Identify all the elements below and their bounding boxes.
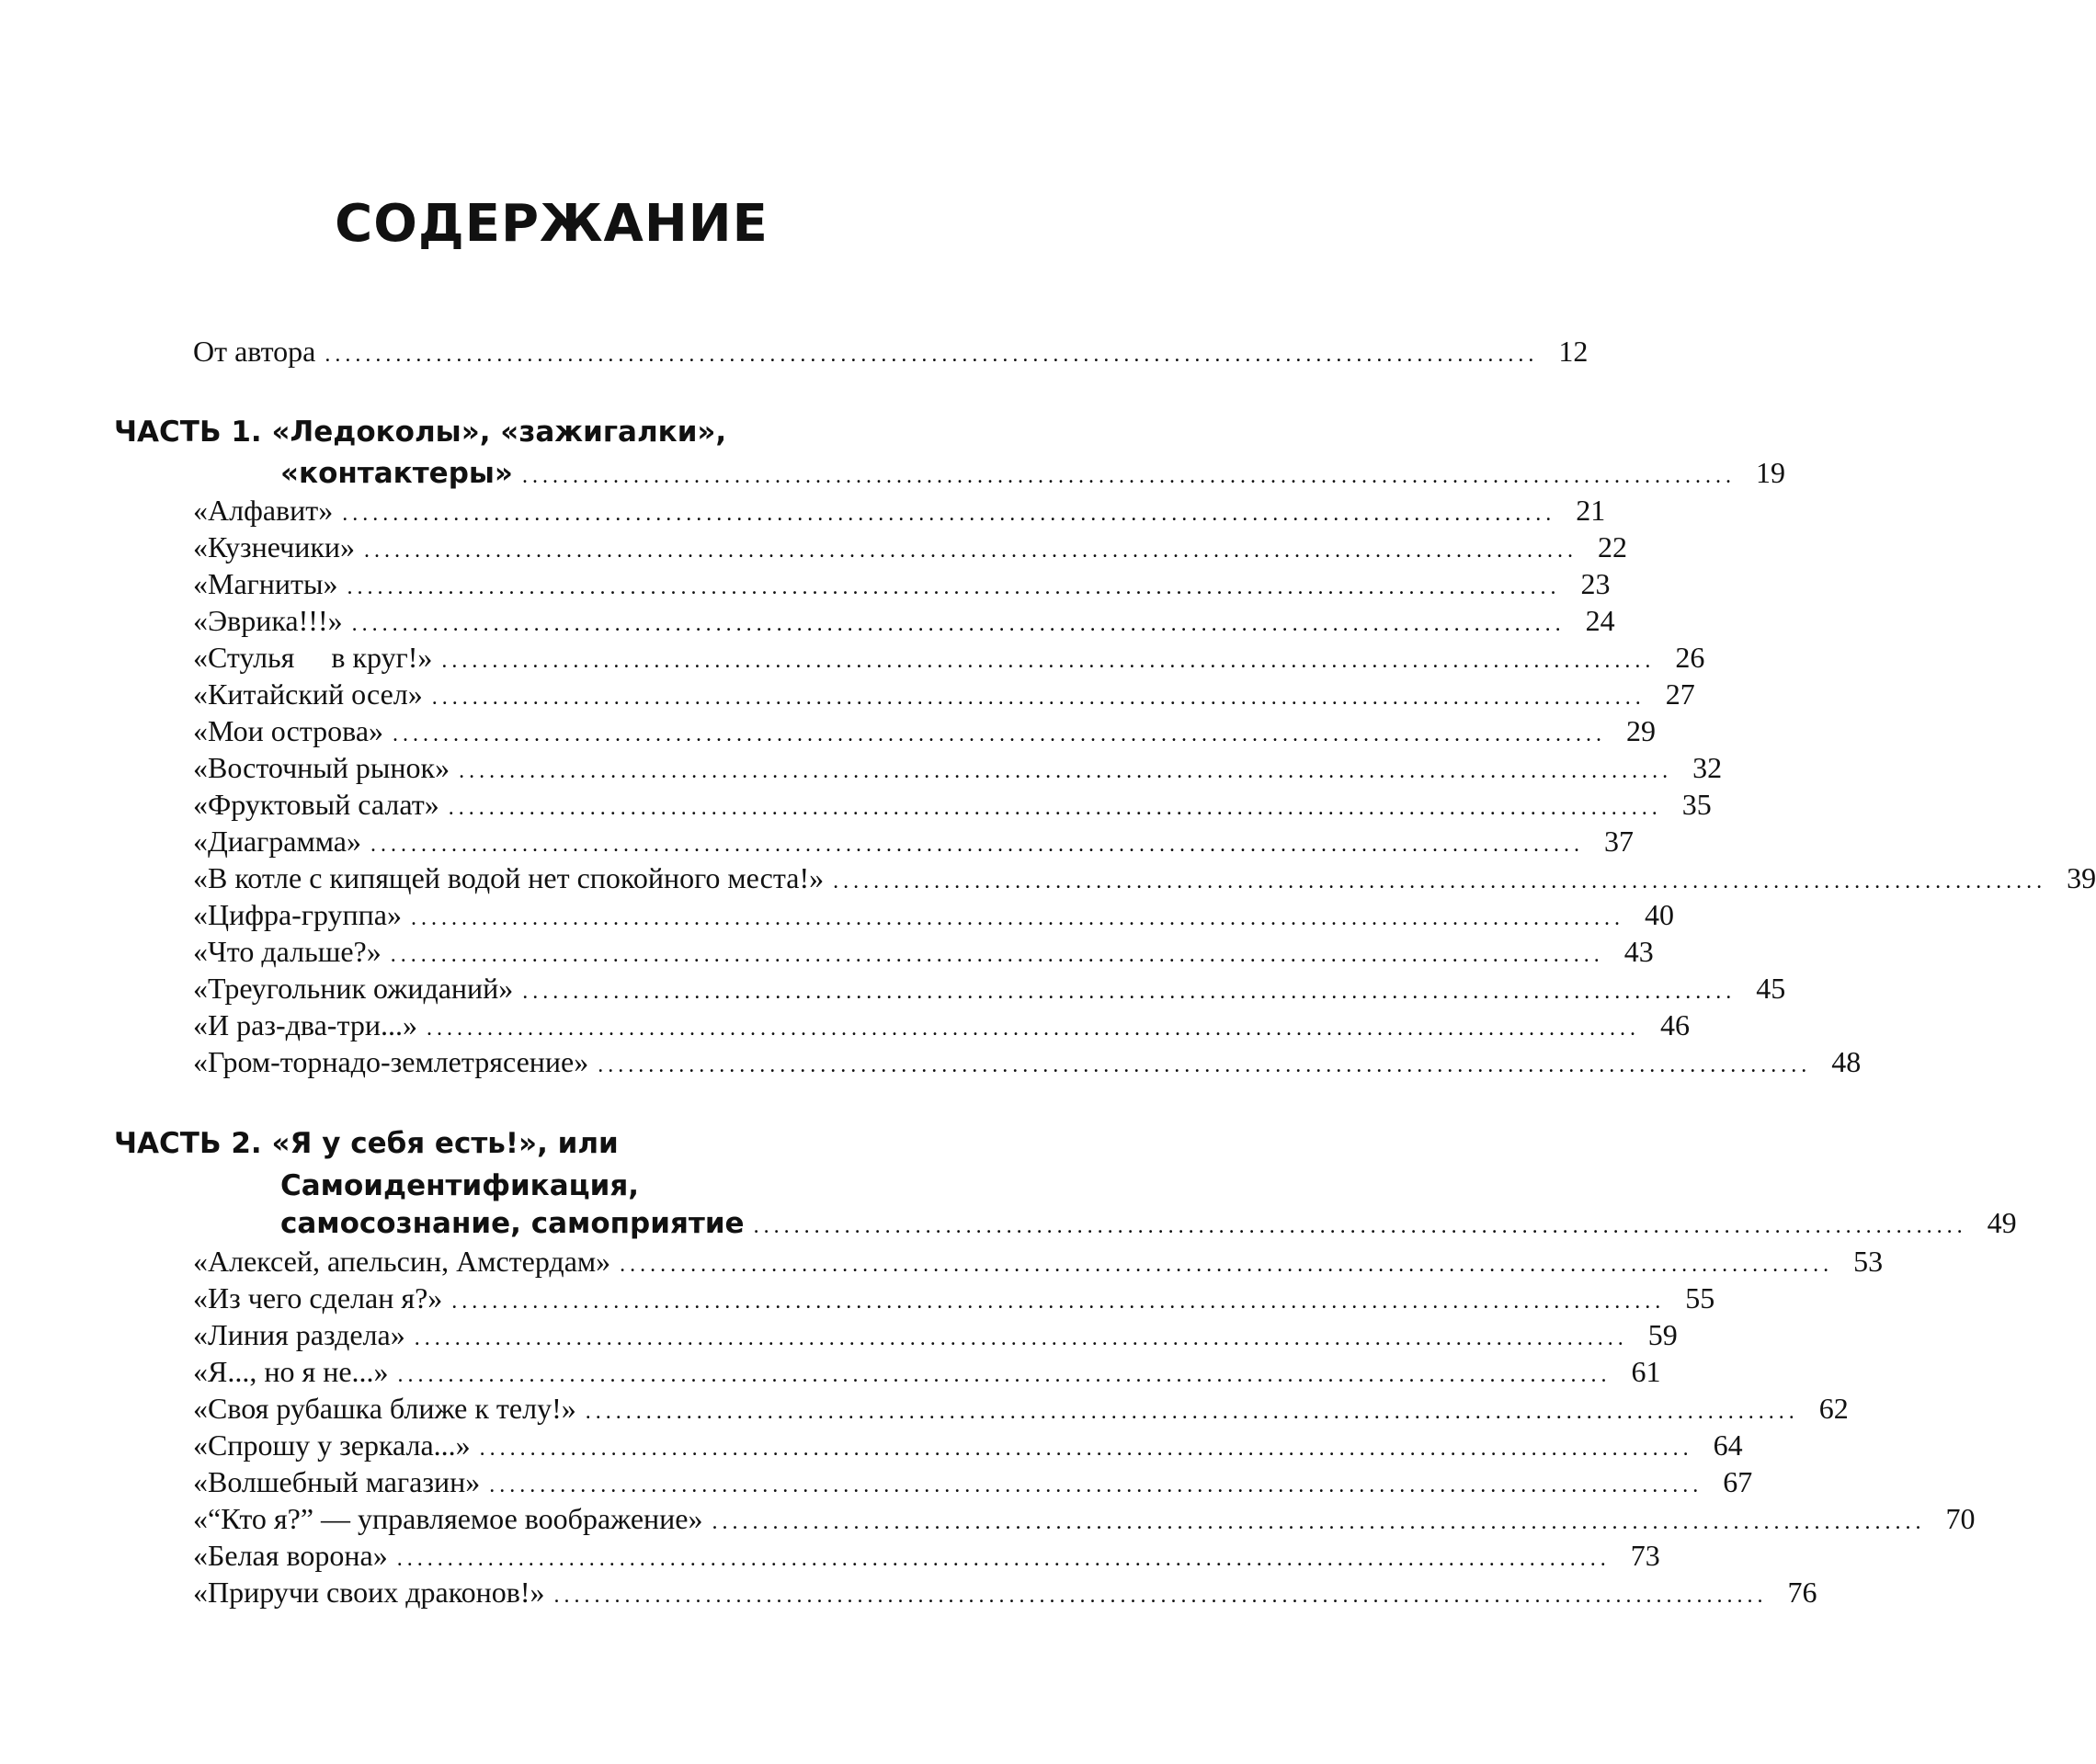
leader-dots: ........................................................................................................................	[441, 649, 1656, 673]
toc-entry	[193, 1243, 1884, 1280]
toc-entry	[193, 529, 1627, 565]
toc-entry-label: «Цифра-группа»	[193, 898, 402, 931]
toc-entry	[193, 749, 1723, 786]
toc-entry-page: 39	[2067, 861, 2096, 894]
leader-dots: ........................................................................................................................	[351, 612, 1566, 636]
leader-dots: ........................................................................................................................	[347, 575, 1561, 599]
leader-dots: ........................................................................................................................	[390, 943, 1604, 967]
leader-dots: ........................................................................................................................	[585, 1400, 1799, 1424]
toc-entry-page: 27	[1665, 677, 1695, 711]
toc-entry-page: 40	[1644, 898, 1674, 931]
leader-dots: ........................................................................................................................	[459, 759, 1673, 783]
toc-entry-label: «Гром-торнадо-землетрясение»	[193, 1045, 589, 1078]
toc-entry-label: «Эврика!!!»	[193, 604, 343, 637]
leader-dots: ........................................................................................................................	[325, 343, 1539, 367]
toc-entry-page: 22	[1598, 530, 1627, 563]
toc-entry-page: 12	[1558, 335, 1589, 368]
toc-entry	[193, 1353, 1661, 1390]
toc-entry-label: «Алексей, апельсин, Амстердам»	[193, 1245, 611, 1278]
part2-heading-line2: Самоидентификация,	[280, 1169, 640, 1202]
toc-entry-author-note	[193, 333, 1589, 370]
part2-heading: ЧАСТЬ 2. «Я у себя есть!», или	[114, 1127, 619, 1160]
toc-entry-page: 48	[1831, 1045, 1862, 1078]
leader-dots: ........................................................................................................................	[370, 833, 1584, 857]
toc-entry	[193, 1427, 1743, 1463]
toc-entry	[193, 1500, 1976, 1537]
toc-entry-page: 59	[1647, 1318, 1678, 1351]
part2-heading-label: самосознание, самоприятие	[280, 1207, 745, 1240]
toc-entry	[193, 1463, 1753, 1500]
toc-entry-page: 37	[1603, 825, 1634, 858]
toc-entry-label: «И раз-два-три...»	[193, 1008, 417, 1041]
toc-entry	[193, 786, 1712, 823]
toc-entry	[193, 1316, 1678, 1353]
toc-entry	[193, 1390, 1849, 1427]
toc-entry	[193, 602, 1615, 639]
leader-dots: ........................................................................................................................	[396, 1547, 1611, 1571]
toc-entry	[193, 1043, 1862, 1080]
toc-entry	[193, 565, 1611, 602]
toc-entry-page: 53	[1853, 1245, 1884, 1278]
toc-entry-page: 29	[1626, 714, 1657, 747]
toc-entry-page: 35	[1681, 788, 1712, 821]
toc-entry-label: «Стулья в круг!»	[193, 641, 433, 674]
part2-heading-last-line	[280, 1204, 2017, 1241]
leader-dots: ........................................................................................................................	[431, 686, 1646, 710]
toc-entry-page: 45	[1756, 972, 1786, 1005]
toc-entry-label: «Белая ворона»	[193, 1539, 388, 1572]
toc-entry-label: «“Кто я?” — управляемое воображение»	[193, 1502, 703, 1535]
leader-dots: ........................................................................................................................	[410, 906, 1624, 930]
toc-entry-label: «Магниты»	[193, 567, 338, 600]
leader-dots: ........................................................................................................................	[448, 796, 1662, 820]
leader-dots: ........................................................................................................................	[598, 1053, 1812, 1077]
toc-entry	[193, 676, 1695, 712]
toc-entry-page: 73	[1630, 1539, 1660, 1572]
toc-entry-page: 76	[1787, 1576, 1817, 1609]
toc-entry	[193, 1007, 1690, 1043]
toc-entry-page: 43	[1623, 935, 1654, 968]
leader-dots: ........................................................................................................................	[426, 1017, 1640, 1041]
leader-dots: ........................................................................................................................	[833, 870, 2047, 893]
toc-entry	[193, 933, 1654, 970]
toc-entry	[193, 492, 1606, 529]
leader-dots: ........................................................................................................................	[364, 539, 1578, 563]
part1-heading-last-line	[280, 454, 1785, 491]
toc-entry-label: От автора	[193, 335, 316, 368]
toc-entry-page: 32	[1692, 751, 1723, 784]
toc-entry-page: 21	[1576, 494, 1606, 527]
toc-entry-label: «Алфавит»	[193, 494, 334, 527]
toc-entry	[193, 1537, 1660, 1574]
leader-dots: ........................................................................................................................	[521, 464, 1736, 488]
toc-entry-page: 64	[1713, 1428, 1743, 1462]
page-title: СОДЕРЖАНИЕ	[335, 194, 769, 254]
leader-dots: ........................................................................................................................	[479, 1437, 1693, 1461]
leader-dots: ........................................................................................................................	[489, 1474, 1703, 1497]
toc-entry-page: 61	[1631, 1355, 1661, 1388]
leader-dots: ........................................................................................................................	[342, 502, 1556, 526]
toc-entry	[193, 823, 1634, 859]
toc-entry-page: 62	[1818, 1392, 1849, 1425]
part1-heading-label: «контактеры»	[280, 457, 513, 490]
toc-entry-label: «Мои острова»	[193, 714, 384, 747]
toc-entry-page: 26	[1675, 641, 1705, 674]
leader-dots: ........................................................................................................................	[620, 1253, 1834, 1277]
toc-entry-label: «Своя рубашка ближе к телу!»	[193, 1392, 576, 1425]
part2-page: 49	[1987, 1206, 2017, 1239]
toc-entry	[193, 712, 1657, 749]
toc-entry-label: «Что дальше?»	[193, 935, 382, 968]
toc-entry-label: «Треугольник ожиданий»	[193, 972, 514, 1005]
toc-entry-page: 55	[1685, 1281, 1715, 1314]
leader-dots: ........................................................................................................................	[451, 1290, 1666, 1314]
part1-heading: ЧАСТЬ 1. «Ледоколы», «зажигалки»,	[114, 415, 727, 449]
toc-entry-label: «Спрошу у зеркала...»	[193, 1428, 471, 1462]
toc-entry-label: «Я..., но я не...»	[193, 1355, 389, 1388]
toc-entry-label: «В котле с кипящей водой нет спокойного места!»	[193, 861, 825, 894]
toc-entry-label: «Китайский осел»	[193, 677, 423, 711]
toc-entry-page: 67	[1723, 1465, 1753, 1498]
toc-entry-page: 24	[1585, 604, 1615, 637]
toc-entry	[193, 639, 1705, 676]
toc-entry	[193, 1574, 1817, 1610]
leader-dots: ........................................................................................................................	[553, 1584, 1768, 1608]
toc-entry-page: 70	[1945, 1502, 1976, 1535]
toc-entry-label: «Фруктовый салат»	[193, 788, 439, 821]
leader-dots: ........................................................................................................................	[522, 980, 1737, 1004]
leader-dots: ........................................................................................................................	[753, 1214, 1967, 1238]
leader-dots: ........................................................................................................................	[397, 1363, 1612, 1387]
toc-entry	[193, 970, 1786, 1007]
toc-entry-page: 46	[1659, 1008, 1690, 1041]
toc-entry-label: «Диаграмма»	[193, 825, 361, 858]
toc-entry	[193, 896, 1674, 933]
toc-entry-label: «Кузнечики»	[193, 530, 355, 563]
leader-dots: ........................................................................................................................	[712, 1510, 1926, 1534]
part1-page: 19	[1755, 456, 1785, 489]
toc-entry	[193, 859, 2096, 896]
toc-entry-label: «Приручи своих драконов!»	[193, 1576, 545, 1609]
toc-entry-label: «Линия раздела»	[193, 1318, 405, 1351]
leader-dots: ........................................................................................................................	[414, 1326, 1628, 1350]
toc-entry-page: 23	[1580, 567, 1611, 600]
toc-entry-label: «Из чего сделан я?»	[193, 1281, 443, 1314]
leader-dots: ........................................................................................................................	[393, 723, 1607, 746]
toc-entry	[193, 1280, 1715, 1316]
toc-entry-label: «Восточный рынок»	[193, 751, 450, 784]
toc-entry-label: «Волшебный магазин»	[193, 1465, 481, 1498]
